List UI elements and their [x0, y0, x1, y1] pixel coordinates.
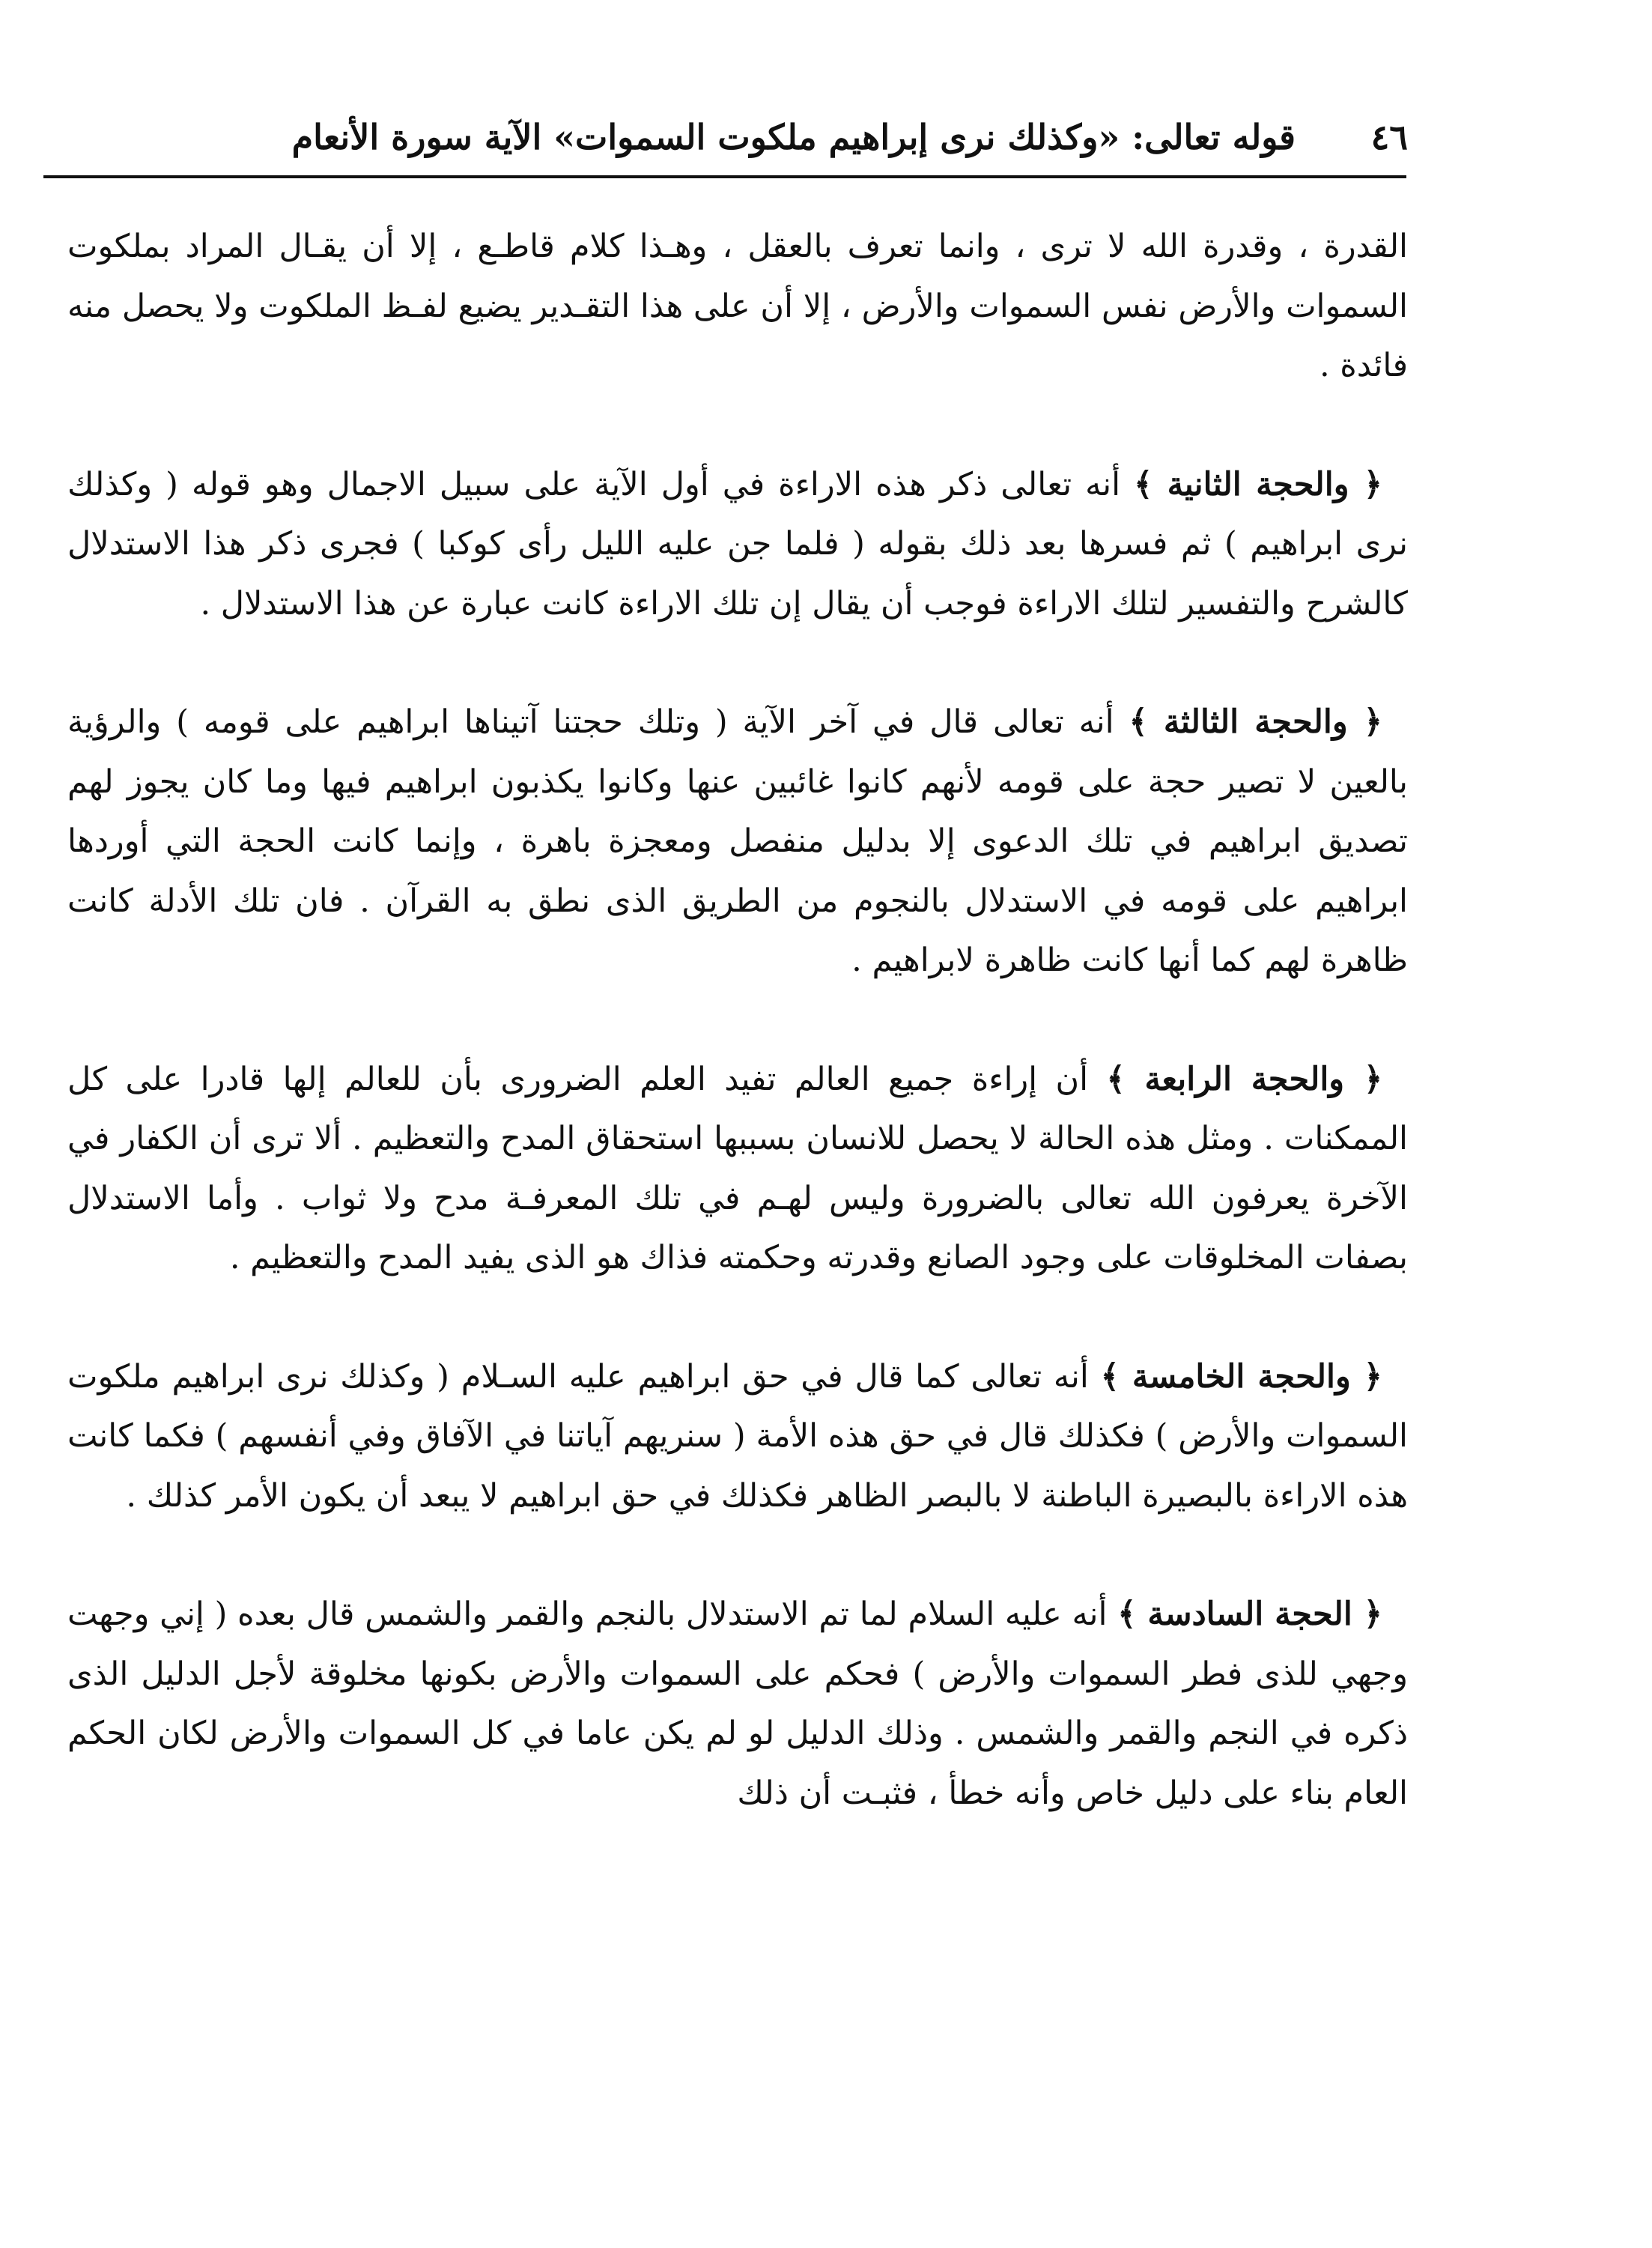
paragraph-text: أنه تعالى ذكر هذه الاراءة في أول الآية على سبيل الاجمال وهو قوله ( وكذلك نرى ابراهيم ) ثم فسرها بعد ذلك بقوله ( فلما جن عليه الليل رأى كوكبا ) فجرى ذكر هذا الاستدلال كالشرح والتفسير لتلك الاراءة فوجب أن يقال إن تلك الاراءة كانت عبارة عن هذا الاستدلال . [67, 465, 1408, 622]
paragraph-fifth-argument [67, 1348, 1408, 1527]
paragraph-text: أنه تعالى كما قال في حق ابراهيم عليه السـلام ( وكذلك نرى ابراهيم ملكوت السموات والأرض ) فكذلك قال في حق هذه الأمة ( سنريهم آياتنا في الآفاق وفي أنفسهم ) فكما كانت هذه الاراءة بالبصيرة الباطنة لا بالبصر الظاهر فكذلك في حق ابراهيم لا يبعد أن يكون الأمر كذلك . [67, 1357, 1408, 1515]
paragraph-fourth-argument [67, 1050, 1408, 1288]
paragraph-sixth-argument [67, 1585, 1408, 1823]
running-title: قوله تعالى: «وكذلك نرى إبراهيم ملكوت السموات» الآية سورة الأنعام [291, 117, 1296, 157]
paragraph-text: أنه تعالى قال في آخر الآية ( وتلك حجتنا آتيناها ابراهيم على قومه ) والرؤية بالعين لا تصير حجة على قومه لأنهم كانوا غائبين عنها وكانوا يكذبون ابراهيم فيها وما كان يجوز لهم تصديق ابراهيم في تلك الدعوى إلا بدليل منفصل ومعجزة باهرة ، وإنما كانت الحجة التي أوردها ابراهيم على قومه في الاستدلال بالنجوم من الطريق الذى نطق به القرآن . فان تلك الأدلة كانت ظاهرة لهم كما أنها كانت ظاهرة لابراهيم . [67, 703, 1408, 979]
page-body [67, 217, 1408, 1823]
paragraph-text: القدرة ، وقدرة الله لا ترى ، وانما تعرف بالعقل ، وهـذا كلام قاطـع ، إلا أن يقـال المراد بملكوت السموات والأرض نفس السموات والأرض ، إلا أن على هذا التقـدير يضيع لفـظ الملكوت ولا يحصل منه فائدة . [67, 228, 1408, 384]
running-header [90, 111, 1408, 171]
paragraph-text: أن إراءة جميع العالم تفيد العلم الضرورى بأن للعالم إلها قادرا على كل الممكنات . ومثل هذه الحالة لا يحصل للانسان بسببها استحقاق المدح والتعظيم . ألا ترى أن الكفار في الآخرة يعرفون الله تعالى بالضرورة وليس لهـم في تلك المعرفـة مدح ولا ثواب . وأما الاستدلال بصفات المخلوقات على وجود الصانع وقدرته وحكمته فذاك هو الذى يفيد المدح والتعظيم . [67, 1060, 1408, 1276]
paragraph-text: أنه عليه السلام لما تم الاستدلال بالنجم والقمر والشمس قال بعده ( إني وجهت وجهي للذى فطر السموات والأرض ) فحكم على السموات والأرض بكونها مخلوقة لأجل الدليل الذى ذكره في النجم والقمر والشمس . وذلك الدليل لو لم يكن عاما في كل السموات والأرض لكان الحكم العام بناء على دليل خاص وأنه خطأ ، فثبـت أن ذلك [67, 1596, 1408, 1812]
argument-heading: ﴿ الحجة السادسة ﴾ [1117, 1596, 1382, 1633]
header-rule [43, 175, 1406, 178]
paragraph-second-argument [67, 455, 1408, 634]
paragraph-continuation [67, 217, 1408, 396]
argument-heading: ﴿ والحجة الثالثة ﴾ [1129, 703, 1382, 741]
argument-heading: ﴿ والحجة الخامسة ﴾ [1100, 1357, 1382, 1396]
argument-heading: ﴿ والحجة الرابعة ﴾ [1106, 1060, 1383, 1098]
paragraph-third-argument [67, 693, 1408, 991]
argument-heading: ﴿ والحجة الثانية ﴾ [1134, 465, 1382, 503]
page-number: ٤٦ [1370, 117, 1408, 157]
